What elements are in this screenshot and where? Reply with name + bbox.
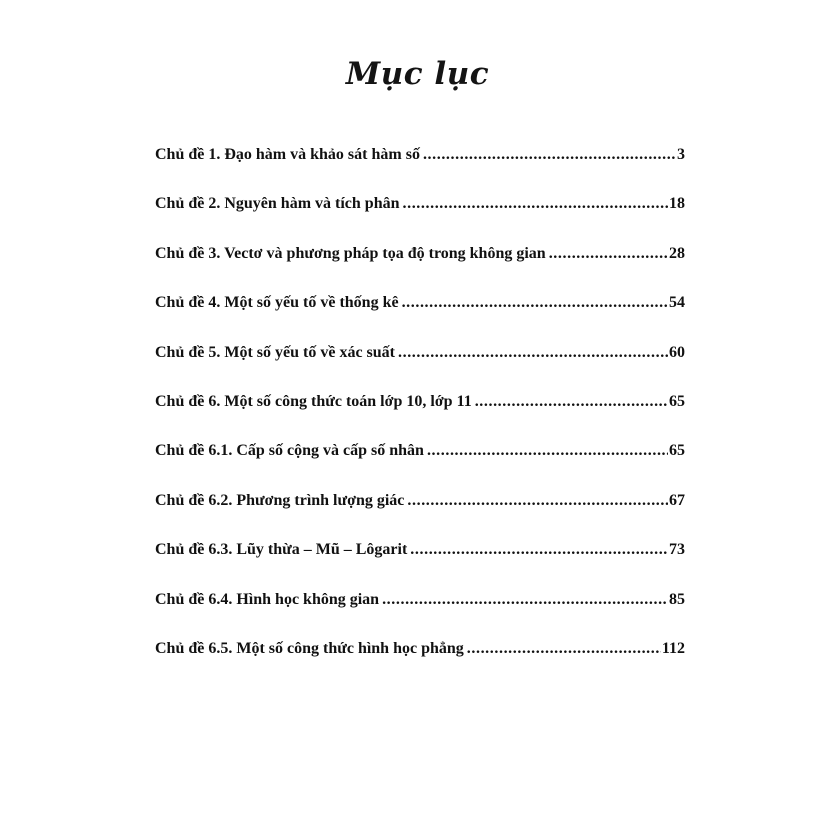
toc-entry-page: 54: [669, 294, 685, 312]
toc-dot-leader: [402, 294, 668, 310]
toc-dot-leader: [549, 245, 668, 261]
toc-entry: [155, 393, 685, 442]
toc-entry-label: Chủ đề 6.5. Một số công thức hình học phẳng: [155, 639, 464, 657]
toc-entry: [155, 195, 685, 244]
toc-dot-leader: [410, 541, 668, 557]
toc-entry-label: Chủ đề 6. Một số công thức toán lớp 10, lớp 11: [155, 392, 472, 410]
toc-entry: [155, 492, 685, 541]
toc-dot-leader: [403, 195, 669, 211]
toc-dot-leader: [467, 640, 661, 656]
toc-dot-leader: [407, 492, 668, 508]
toc-entry-page: 112: [661, 639, 685, 657]
toc-entry-page: 73: [669, 541, 685, 559]
table-of-contents: [155, 146, 685, 689]
toc-entry: [155, 640, 685, 689]
toc-entry-label: Chủ đề 6.3. Lũy thừa – Mũ – Lôgarit: [155, 541, 408, 559]
toc-entry: [155, 541, 685, 590]
toc-entry-label: Chủ đề 1. Đạo hàm và khảo sát hàm số: [155, 146, 420, 163]
toc-entry-page: 60: [669, 343, 685, 361]
toc-dot-leader: [398, 344, 668, 360]
toc-entry: [155, 245, 685, 294]
toc-entry-page: 65: [669, 392, 685, 410]
toc-entry-label: Chủ đề 3. Vectơ và phương pháp tọa độ trong không gian: [155, 244, 546, 262]
toc-entry-label: Chủ đề 5. Một số yếu tố về xác suất: [155, 343, 395, 361]
toc-entry-page: 3: [677, 146, 685, 163]
toc-entry-page: 67: [669, 491, 685, 509]
toc-entry-page: 85: [669, 590, 685, 608]
toc-entry-label: Chủ đề 6.2. Phương trình lượng giác: [155, 491, 405, 509]
toc-dot-leader: [423, 146, 676, 162]
toc-entry: [155, 294, 685, 343]
toc-entry-page: 28: [669, 244, 685, 262]
toc-entry-label: Chủ đề 6.1. Cấp số cộng và cấp số nhân: [155, 442, 424, 460]
toc-entry-page: 65: [669, 442, 685, 460]
toc-entry: [155, 591, 685, 640]
toc-dot-leader: [475, 393, 668, 409]
toc-entry-page: 18: [669, 195, 685, 213]
toc-dot-leader: [427, 442, 668, 458]
toc-entry-label: Chủ đề 2. Nguyên hàm và tích phân: [155, 195, 400, 213]
toc-entry-label: Chủ đề 4. Một số yếu tố về thống kê: [155, 294, 399, 312]
toc-entry: [155, 442, 685, 491]
toc-dot-leader: [382, 591, 668, 607]
toc-entry: [155, 146, 685, 195]
page-title: Mục lục: [345, 56, 490, 92]
toc-entry: [155, 344, 685, 393]
toc-entry-label: Chủ đề 6.4. Hình học không gian: [155, 590, 380, 608]
